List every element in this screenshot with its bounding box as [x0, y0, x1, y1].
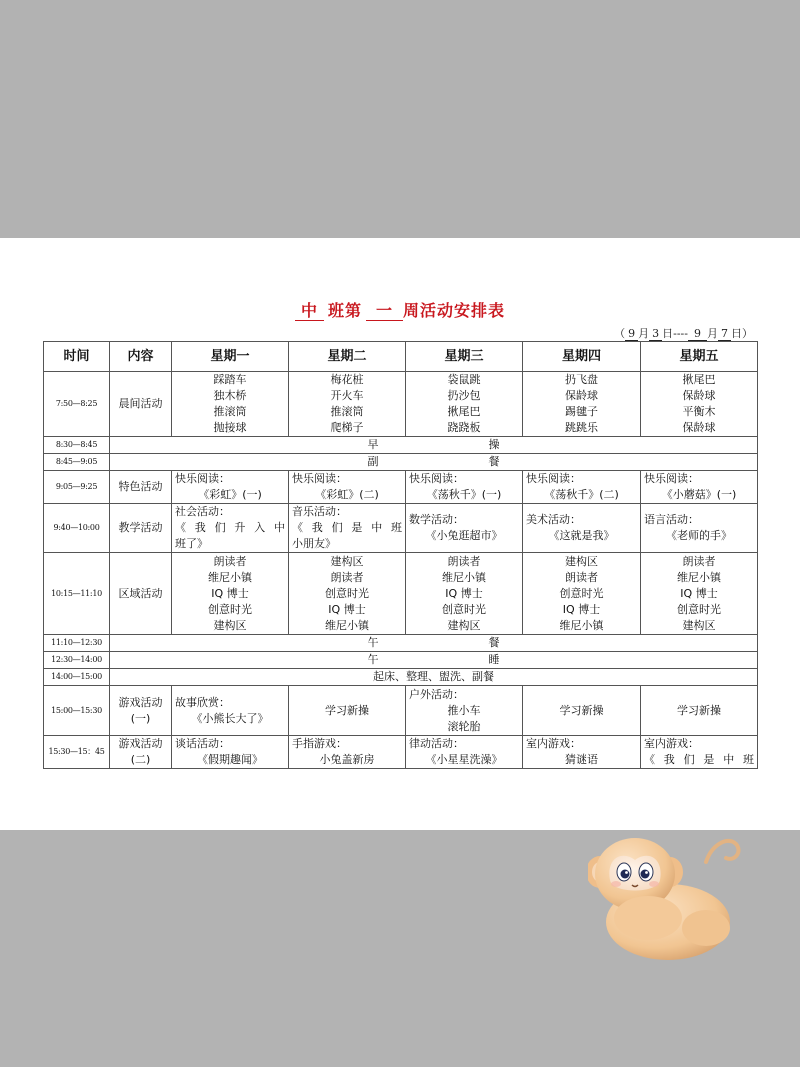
- row-area: [44, 553, 758, 635]
- merged-cell: 午 餐: [110, 635, 758, 652]
- cell-fri: 朗读者 维尼小镇 IQ 博士 创意时光 建构区: [641, 553, 758, 635]
- cell-fri: 语言活动： 《老师的手》: [641, 504, 758, 553]
- date-day-start: 3: [649, 328, 662, 341]
- cell-mon: 故事欣赏： 《小熊长大了》: [172, 686, 289, 736]
- cell-tue: 手指游戏： 小兔盖新房: [289, 736, 406, 769]
- activity-type: 特色活动: [110, 471, 172, 504]
- header-content: 内容: [110, 342, 172, 372]
- merged-cell: 起床、整理、盥洗、副餐: [110, 669, 758, 686]
- row-special: [44, 471, 758, 504]
- row-lunch: [44, 635, 758, 652]
- cell-wed: 律动活动： 《小星星洗澡》: [406, 736, 523, 769]
- page-title: [0, 298, 800, 321]
- cell-fri: 室内游戏： 《我们是中班: [641, 736, 758, 769]
- cell-wed: 数学活动： 《小兔逛超市》: [406, 504, 523, 553]
- date-day-label-end: 日）: [731, 327, 753, 340]
- cell-tue: 音乐活动： 《我们是中班 小朋友》: [289, 504, 406, 553]
- row-wake: [44, 669, 758, 686]
- cell-tue: 快乐阅读： 《彩虹》(二): [289, 471, 406, 504]
- cell-wed: 快乐阅读： 《荡秋千》(一): [406, 471, 523, 504]
- activity-type: 晨间活动: [110, 372, 172, 437]
- cell-thu: 建构区 朗读者 创意时光 IQ 博士 维尼小镇: [523, 553, 641, 635]
- cell-tue: 梅花桩 开火车 推滚筒 爬梯子: [289, 372, 406, 437]
- activity-type: 教学活动: [110, 504, 172, 553]
- cell-mon: 朗读者 维尼小镇 IQ 博士 创意时光 建构区: [172, 553, 289, 635]
- row-snack: [44, 454, 758, 471]
- row-game2: [44, 736, 758, 769]
- cell-fri: 快乐阅读： 《小蘑菇》(一): [641, 471, 758, 504]
- monkey-sticker-icon: [588, 822, 748, 962]
- cell-fri: 学习新操: [641, 686, 758, 736]
- schedule-document: [0, 238, 800, 830]
- date-day-label-start: 日----: [662, 327, 688, 340]
- time-cell: 15:00—15:30: [44, 686, 110, 736]
- cell-tue: 建构区 朗读者 创意时光 IQ 博士 维尼小镇: [289, 553, 406, 635]
- cell-fri: 揪尾巴 保龄球 平衡木 保龄球: [641, 372, 758, 437]
- time-cell: 8:45—9:05: [44, 454, 110, 471]
- date-open: （: [614, 327, 626, 340]
- title-week: 一: [366, 302, 403, 321]
- time-cell: 10:15—11:10: [44, 553, 110, 635]
- row-morning: [44, 372, 758, 437]
- header-row: [44, 342, 758, 372]
- date-day-end: 7: [718, 328, 731, 341]
- time-cell: 8:30—8:45: [44, 437, 110, 454]
- cell-wed: 朗读者 维尼小镇 IQ 博士 创意时光 建构区: [406, 553, 523, 635]
- cell-tue: 学习新操: [289, 686, 406, 736]
- time-cell: 12:30—14:00: [44, 652, 110, 669]
- merged-cell: 早 操: [110, 437, 758, 454]
- time-cell: 14:00—15:00: [44, 669, 110, 686]
- cell-mon: 快乐阅读： 《彩虹》(一): [172, 471, 289, 504]
- date-month-start: 9: [625, 328, 638, 341]
- date-month-label-end: 月: [707, 327, 718, 340]
- merged-cell: 副 餐: [110, 454, 758, 471]
- activity-type: 游戏活动 (二): [110, 736, 172, 769]
- title-suffix: 周活动安排表: [403, 301, 506, 320]
- header-wednesday: 星期三: [406, 342, 523, 372]
- merged-cell: 午 睡: [110, 652, 758, 669]
- title-class: 中: [295, 302, 324, 321]
- row-teaching: [44, 504, 758, 553]
- row-nap: [44, 652, 758, 669]
- row-exercise: [44, 437, 758, 454]
- date-range: [614, 325, 753, 341]
- activity-type: 区域活动: [110, 553, 172, 635]
- header-friday: 星期五: [641, 342, 758, 372]
- top-gray-band: [0, 0, 800, 238]
- date-month-label-start: 月: [638, 327, 650, 340]
- cell-mon: 社会活动： 《我们升入中 班了》: [172, 504, 289, 553]
- cell-wed: 袋鼠跳 扔沙包 揪尾巴 跷跷板: [406, 372, 523, 437]
- row-game1: [44, 686, 758, 736]
- schedule-table: [43, 341, 758, 769]
- cell-thu: 室内游戏： 猜谜语: [523, 736, 641, 769]
- cell-mon: 踩踏车 独木桥 推滚筒 抛接球: [172, 372, 289, 437]
- cell-wed: 户外活动： 推小车 滚轮胎: [406, 686, 523, 736]
- header-time: 时间: [44, 342, 110, 372]
- time-cell: 7:50—8:25: [44, 372, 110, 437]
- cell-thu: 扔飞盘 保龄球 踢毽子 跳跳乐: [523, 372, 641, 437]
- cell-thu: 学习新操: [523, 686, 641, 736]
- header-thursday: 星期四: [523, 342, 641, 372]
- title-class-suffix: 班第: [327, 301, 362, 320]
- header-monday: 星期一: [172, 342, 289, 372]
- cell-thu: 美术活动： 《这就是我》: [523, 504, 641, 553]
- cell-thu: 快乐阅读： 《荡秋千》(二): [523, 471, 641, 504]
- header-tuesday: 星期二: [289, 342, 406, 372]
- time-cell: 15:30—15：45: [44, 736, 110, 769]
- time-cell: 9:05—9:25: [44, 471, 110, 504]
- time-cell: 11:10—12:30: [44, 635, 110, 652]
- cell-mon: 谈话活动： 《假期趣闻》: [172, 736, 289, 769]
- activity-type: 游戏活动 (一): [110, 686, 172, 736]
- date-month-end: 9: [688, 328, 707, 341]
- time-cell: 9:40—10:00: [44, 504, 110, 553]
